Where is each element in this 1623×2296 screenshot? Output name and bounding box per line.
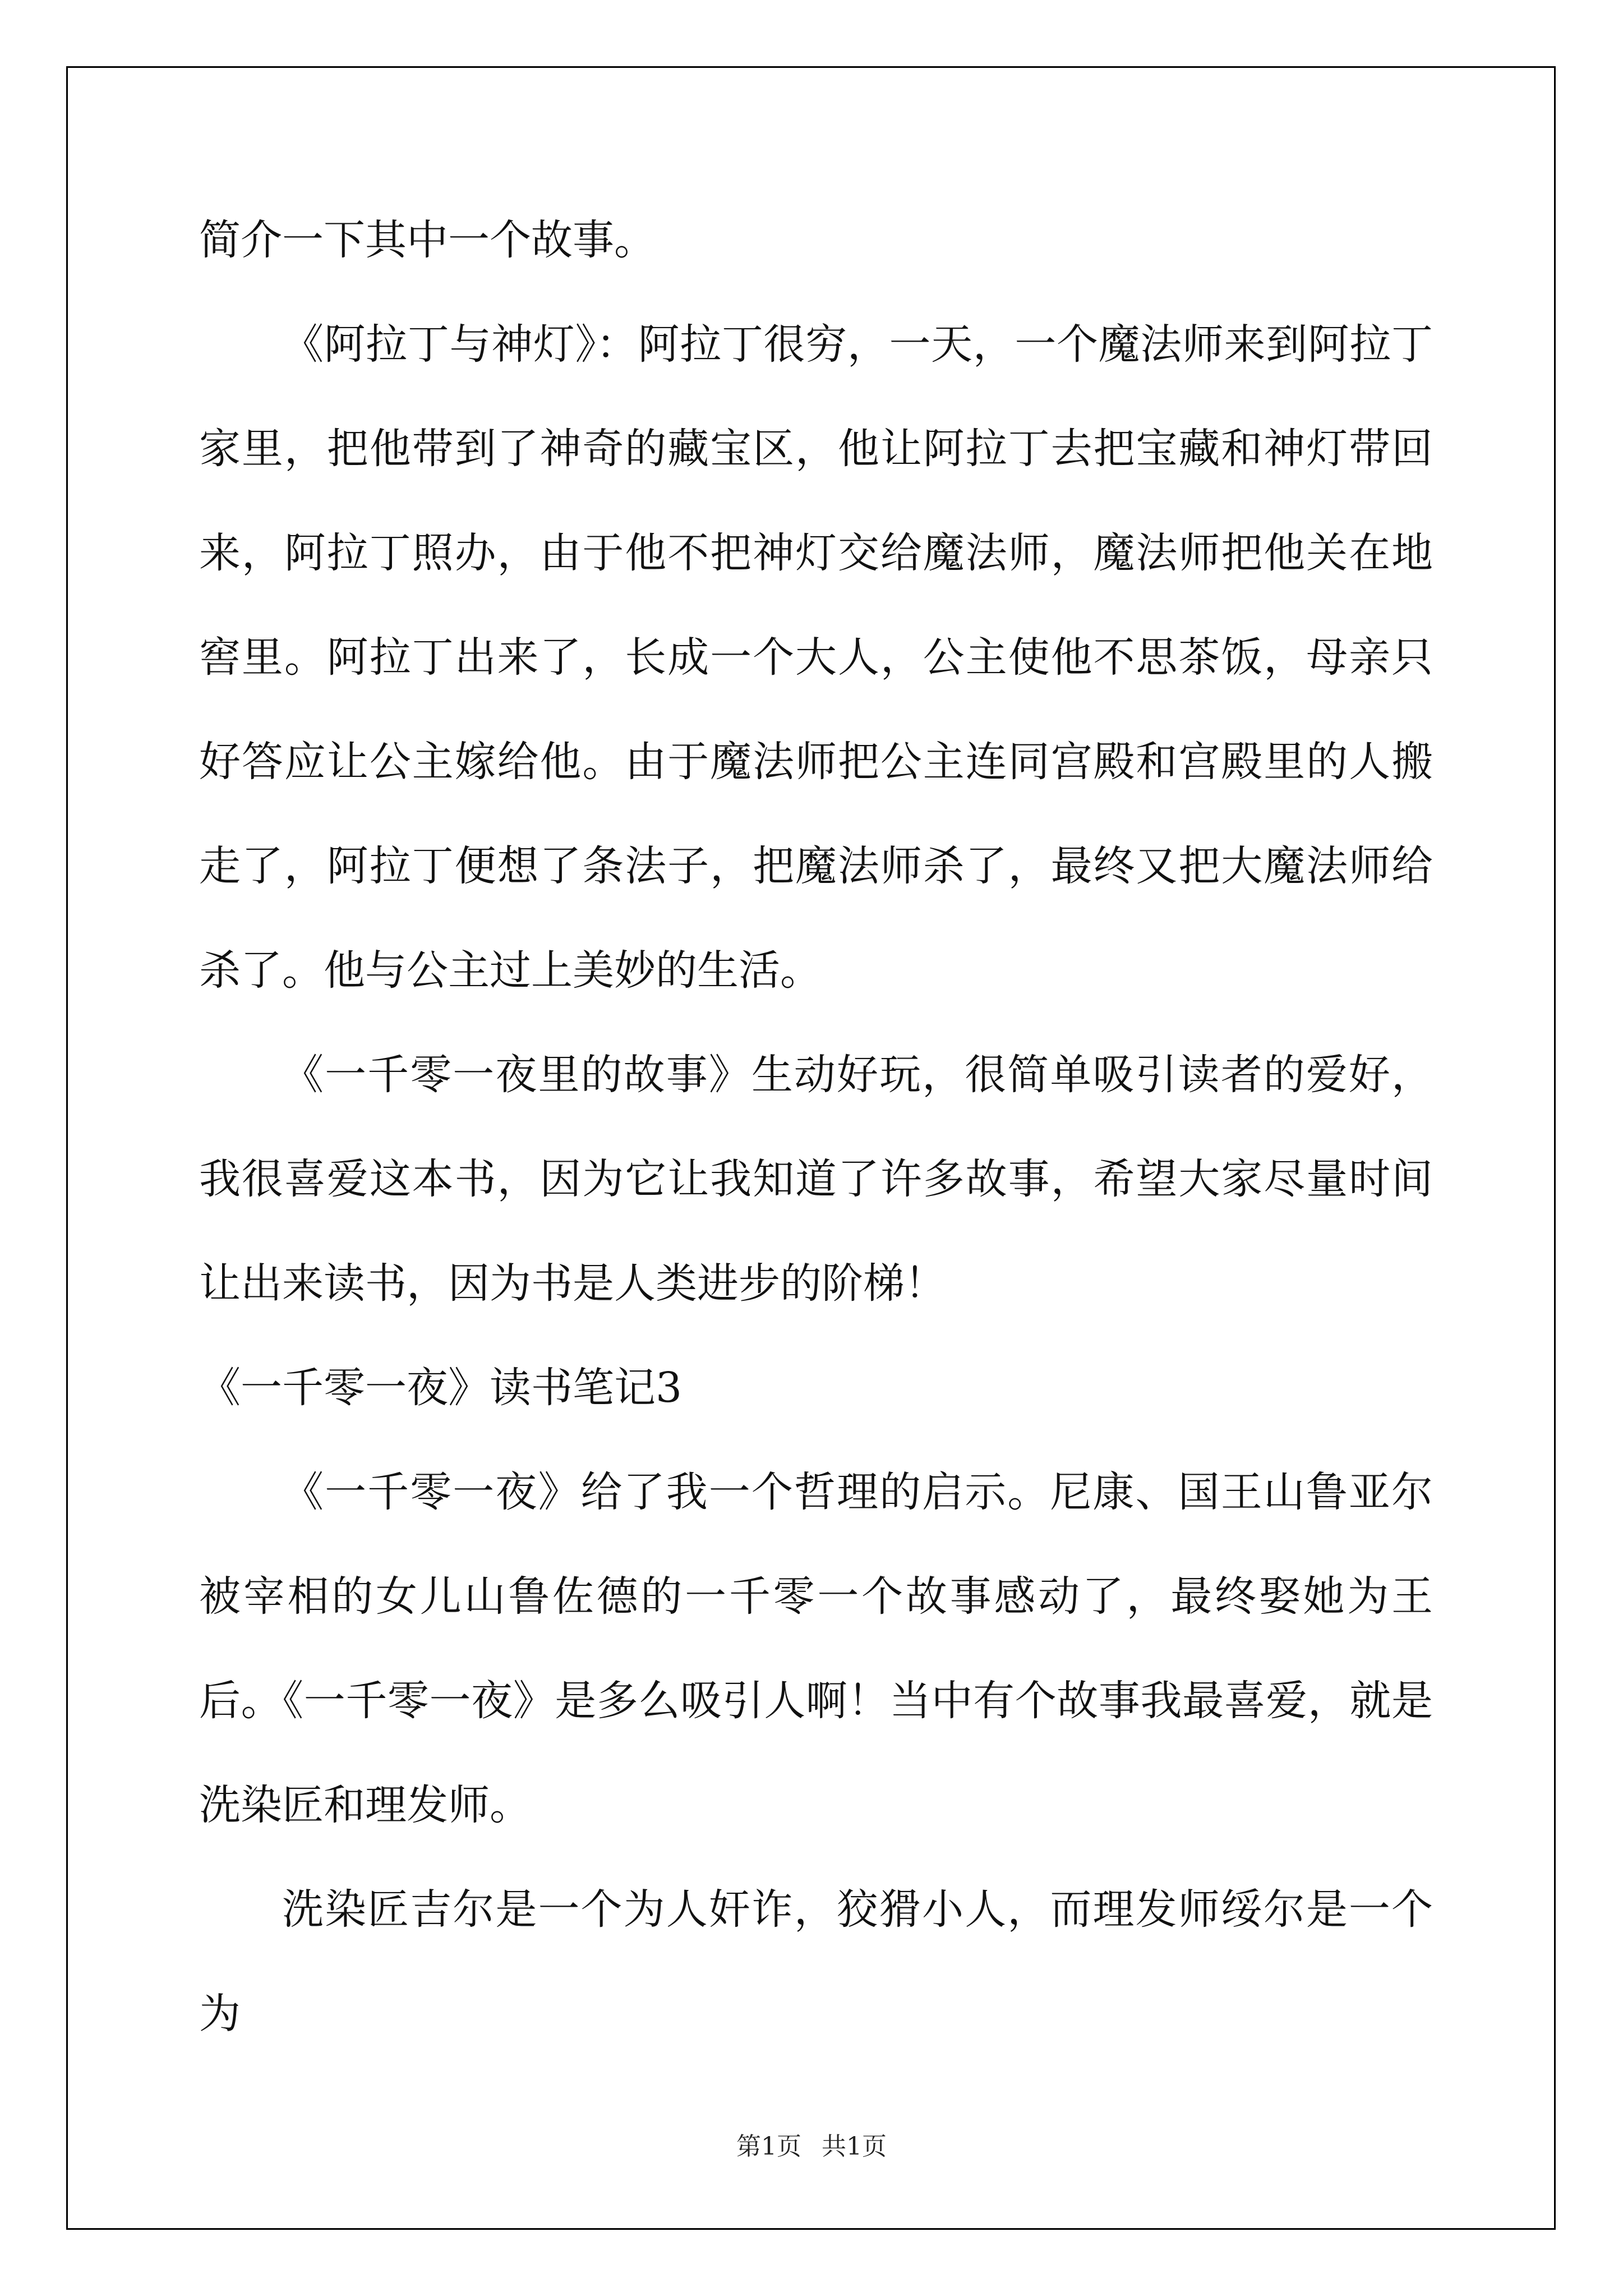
- paragraph-opinion: 《一千零一夜里的故事》生动好玩，很简单吸引读者的爱好，我很喜爱这本书，因为它让我知道了许多故事，希望大家尽量时间让出来读书，因为书是人类进步的阶梯！: [199, 1051, 1433, 1308]
- paragraph-aladdin: 《阿拉丁与神灯》：阿拉丁很穷，一天，一个魔法师来到阿拉丁家里，把他带到了神奇的藏宝区，他让阿拉丁去把宝藏和神灯带回来，阿拉丁照办，由于他不把神灯交给魔法师，魔法师把他关在地窖里。阿拉丁出来了，长成一个大人，公主使他不思茶饭，母亲只好答应让公主嫁给他。由于魔法师把公主连同宫殿和宫殿里的人搬走了，阿拉丁便想了条法子，把魔法师杀了，最终又把大魔法师给杀了。他与公主过上美妙的生活。: [199, 320, 1433, 995]
- page-number: 第1页: [736, 2132, 801, 2161]
- section-heading: 《一千零一夜》读书笔记3: [199, 1364, 683, 1412]
- page-footer: [0, 2126, 1623, 2162]
- document-body: [199, 188, 1433, 2066]
- paragraph-insight: 《一千零一夜》给了我一个哲理的启示。尼康、国王山鲁亚尔被宰相的女儿山鲁佐德的一千零一个故事感动了，最终娶她为王后。《一千零一夜》是多么吸引人啊！当中有个故事我最喜爱，就是洗染匠和理发师。: [199, 1468, 1433, 1829]
- paragraph-dyer: 洗染匠吉尔是一个为人奸诈，狡猾小人，而理发师绥尔是一个为: [199, 1885, 1433, 2038]
- page-total: 共1页: [822, 2132, 887, 2161]
- paragraph-intro: 简介一下其中一个故事。: [199, 216, 656, 264]
